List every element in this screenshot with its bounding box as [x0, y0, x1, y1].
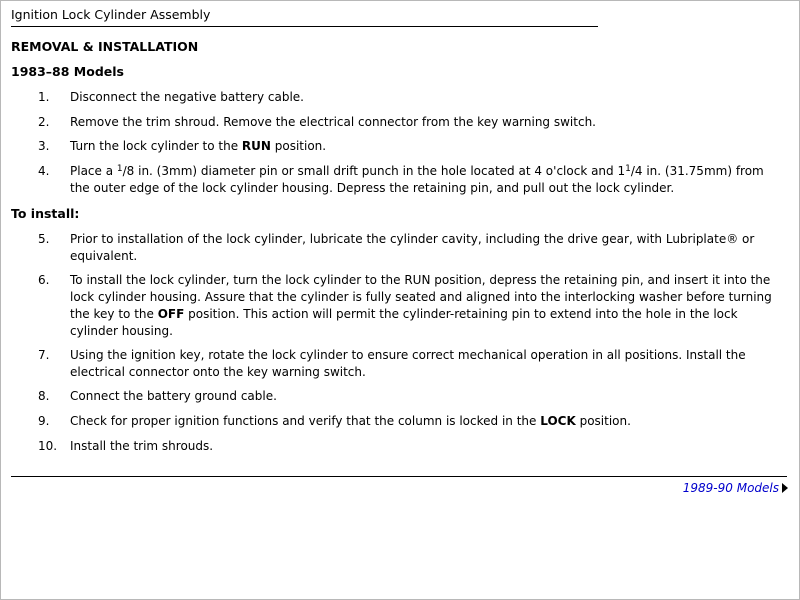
step-text: Place a $^1$/8 in. (3mm) diameter pin or small drift punch in the hole located at 4 o'clock and $1^1/4$ in. (31.75mm) from the outer edge of the lock cylinder housing. Depress the retaining pin, and pull out the lock cylinder.: [70, 164, 764, 195]
page-title: Ignition Lock Cylinder Assembly: [11, 7, 211, 22]
step-text: Install the trim shrouds.: [70, 439, 214, 453]
step-number: 8.: [38, 389, 50, 403]
step-text: To install the lock cylinder, turn the lock cylinder to the RUN position, depress the retaining pin, and insert it into the lock cylinder housing. Assure that the cylinder is fully seated and aligned into the interlocking washer before turning the key to the OFF position. This action will permit the cylinder-retaining pin to extend into the hole in the lock cylinder housing.: [70, 273, 772, 338]
step-number: 6.: [38, 273, 50, 287]
bottom-divider: [11, 476, 787, 477]
step-number: 5.: [38, 232, 50, 246]
next-page-label[interactable]: 1989-90 Models: [682, 481, 779, 495]
step-number: 2.: [38, 115, 50, 129]
step-text: Prior to installation of the lock cylinder, lubricate the cylinder cavity, including the drive gear, with Lubriplate® or equivalent.: [70, 232, 755, 263]
emphasis-off: OFF: [157, 307, 185, 321]
step-text: Disconnect the negative battery cable.: [70, 90, 304, 104]
step-text: Using the ignition key, rotate the lock cylinder to ensure correct mechanical operation in all positions. Install the electrical connector onto the key warning switch.: [70, 348, 746, 379]
step-text: Check for proper ignition functions and verify that the column is locked in the LOCK position.: [70, 414, 631, 428]
step-text: Connect the battery ground cable.: [70, 389, 277, 403]
emphasis-lock: LOCK: [540, 414, 576, 428]
step-number: 7.: [38, 348, 50, 362]
step-number: 9.: [38, 414, 50, 428]
step-number: 4.: [38, 164, 50, 178]
subsection-heading: 1983–88 Models: [11, 64, 124, 79]
emphasis-run: RUN: [241, 139, 271, 153]
step-number: 10.: [38, 439, 58, 453]
install-heading: To install:: [11, 206, 80, 221]
title-divider: [11, 26, 598, 27]
step-text: Turn the lock cylinder to the RUN position.: [70, 139, 327, 153]
step-text: Remove the trim shroud. Remove the electrical connector from the key warning switch.: [70, 115, 596, 129]
next-page-link[interactable]: [683, 481, 788, 495]
section-heading: REMOVAL & INSTALLATION: [11, 39, 199, 54]
step-number: 1.: [38, 90, 50, 104]
right-triangle-icon[interactable]: [782, 483, 788, 493]
step-number: 3.: [38, 139, 50, 153]
